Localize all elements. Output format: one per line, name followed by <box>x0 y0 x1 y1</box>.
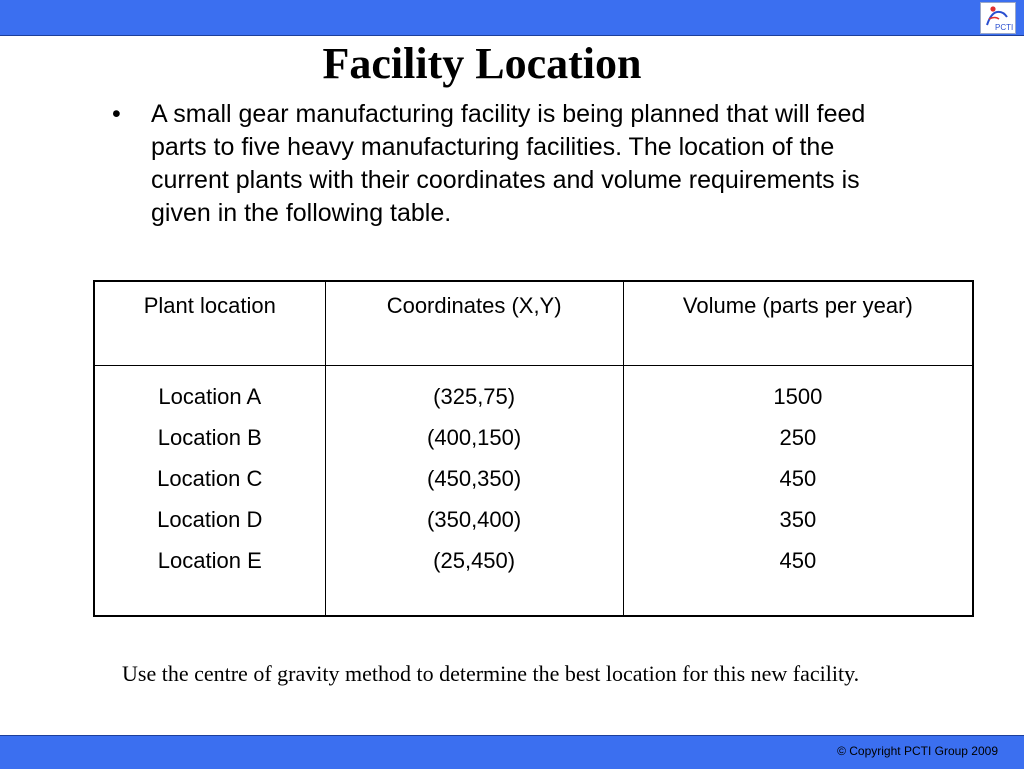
coordinates-column <box>325 365 623 616</box>
table-cell-coordinates: (325,75) <box>433 383 516 409</box>
volume-column <box>623 365 973 616</box>
table-cell-volume: 350 <box>779 506 817 532</box>
logo-text: PCTI <box>995 23 1014 32</box>
pcti-logo-icon <box>981 3 1015 33</box>
table-header-row <box>94 281 973 365</box>
table-cell-location: Location E <box>157 547 262 573</box>
table-body-row <box>94 365 973 616</box>
bullet-text: A small gear manufacturing facility is being planned that will feed parts to five heavy manufacturing facilities. The location of the current plants with their coordinates and volume requirements is given in the following table. <box>151 100 866 227</box>
table-cell-coordinates: (450,350) <box>427 465 522 491</box>
table-cell-coordinates: (400,150) <box>427 424 522 450</box>
bullet-paragraph <box>112 98 892 230</box>
table-cell-location: Location B <box>157 424 262 450</box>
header-coordinates: Coordinates (X,Y) <box>325 281 623 365</box>
pcti-logo <box>980 2 1016 34</box>
table-cell-location: Location D <box>157 506 263 532</box>
table-cell-coordinates: (25,450) <box>433 547 516 573</box>
header-bar <box>0 0 1024 36</box>
plant-table <box>93 280 974 617</box>
instruction-note: Use the centre of gravity method to determine the best location for this new facility. <box>122 661 860 686</box>
table-cell-coordinates: (350,400) <box>427 506 522 532</box>
table-cell-location: Location A <box>158 383 262 409</box>
header-plant-location: Plant location <box>94 281 325 365</box>
slide-title: Facility Location <box>322 39 642 88</box>
table-cell-volume: 450 <box>779 465 817 491</box>
location-column <box>94 365 325 616</box>
table-cell-volume: 1500 <box>773 383 823 409</box>
bullet-marker: • <box>112 100 121 128</box>
table-cell-volume: 450 <box>779 547 817 573</box>
table-cell-volume: 250 <box>779 424 817 450</box>
copyright-text: © Copyright PCTI Group 2009 <box>837 744 998 758</box>
table-cell-location: Location C <box>157 465 263 491</box>
header-volume: Volume (parts per year) <box>623 281 973 365</box>
footer-bar <box>0 735 1024 769</box>
